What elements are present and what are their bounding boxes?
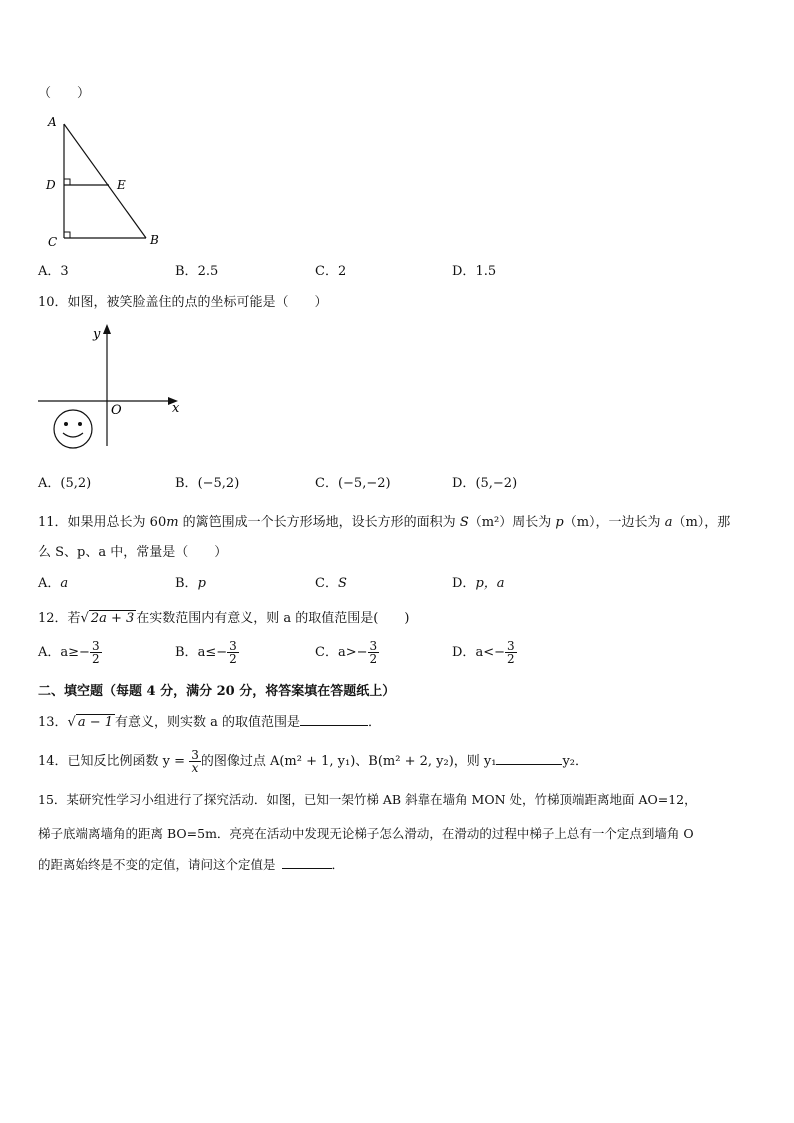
y-axis-arrow xyxy=(103,324,111,334)
q10-option-a[interactable]: A．(5,2) xyxy=(38,476,92,491)
q12-option-b[interactable]: B．a≤− $\frac{3}{2}$ xyxy=(175,639,237,666)
q12-radicand: 2a + 3 xyxy=(90,611,135,626)
q12-option-c[interactable]: C．a>− $\frac{3}{2}$ xyxy=(315,639,378,666)
q10-stem: 10．如图，被笑脸盖住的点的坐标可能是（ ） xyxy=(38,295,328,310)
smiley-face-icon xyxy=(54,410,92,448)
q9-option-b[interactable]: B．2.5 xyxy=(175,264,219,279)
q10-options xyxy=(38,472,598,494)
q11-option-b[interactable]: B．p xyxy=(175,576,206,591)
q15-stem-line3: 的距离始终是不变的定值，请问这个定值是 ． xyxy=(38,857,345,872)
label-E: E xyxy=(117,178,126,192)
q14-answer-blank[interactable] xyxy=(496,764,562,765)
right-angle-D xyxy=(64,179,70,185)
label-O: O xyxy=(111,403,122,418)
right-angle-C xyxy=(64,232,70,238)
q9-answer-paren: （ ） xyxy=(38,86,91,101)
q12-option-d[interactable]: D．a<− $\frac{3}{2}$ xyxy=(452,639,515,666)
q9-option-a[interactable]: A．3 xyxy=(38,264,69,279)
q13-stem: 13．√ a − 1 有意义，则实数 a 的取值范围是 ． xyxy=(38,715,382,730)
label-A: A xyxy=(48,115,57,129)
q9-triangle-figure xyxy=(38,110,178,250)
label-x: x xyxy=(172,401,180,416)
q11-option-d[interactable]: D．p，a xyxy=(452,576,505,591)
q10-axes-figure xyxy=(38,318,188,458)
label-B: B xyxy=(150,233,159,247)
q10-option-d[interactable]: D．(5,−2) xyxy=(452,476,518,491)
q12-option-a[interactable]: A．a≥− $\frac{3}{2}$ xyxy=(38,639,100,666)
q11-option-c[interactable]: C．S xyxy=(315,576,347,591)
q10-option-c[interactable]: C．(−5,−2) xyxy=(315,476,391,491)
q9-options xyxy=(38,260,598,282)
q10-option-b[interactable]: B．(−5,2) xyxy=(175,476,240,491)
q15-stem-line2: 梯子底端离墙角的距离 BO=5m．亮亮在活动中发现无论梯子怎么滑动，在滑动的过程中梯子上总有一个定点到墙角 O xyxy=(38,826,694,841)
label-D: D xyxy=(46,178,56,192)
q9-option-c[interactable]: C．2 xyxy=(315,264,347,279)
q12-options xyxy=(38,640,598,680)
q11-options xyxy=(38,572,598,594)
q9-option-d[interactable]: D．1.5 xyxy=(452,264,497,279)
q11-option-a[interactable]: A．a xyxy=(38,576,69,591)
q11-stem-line1: 11．如果用总长为 60m 的篱笆围成一个长方形场地，设长方形的面积为 S（m²）周长为 p（m），一边长为 a（m），那 xyxy=(38,515,731,530)
q15-stem-line1: 15．某研究性学习小组进行了探究活动．如图，已知一架竹梯 AB 斜靠在墙角 MON 处，竹梯顶端距离地面 AO=12， xyxy=(38,792,697,807)
q12-stem: 12．若√ 2a + 3 在实数范围内有意义，则 a 的取值范围是( ) xyxy=(38,611,410,626)
segment-AB xyxy=(64,124,146,238)
q14-stem: 14．已知反比例函数 y = $\frac{3}{x}$ 的图像过点 A(m² + 1, y₁)、B(m² + 2, y₂)，则 y₁ y₂． xyxy=(38,748,589,775)
q13-answer-blank[interactable] xyxy=(300,725,368,726)
label-y: y xyxy=(93,327,101,342)
q11-stem-line2: 么 S、p、a 中，常量是（ ） xyxy=(38,545,228,560)
label-C: C xyxy=(48,235,58,249)
section-heading-fill-in: 二、填空题（每题 4 分，满分 20 分，将答案填在答题纸上） xyxy=(38,684,396,699)
q15-answer-blank[interactable] xyxy=(282,868,332,869)
